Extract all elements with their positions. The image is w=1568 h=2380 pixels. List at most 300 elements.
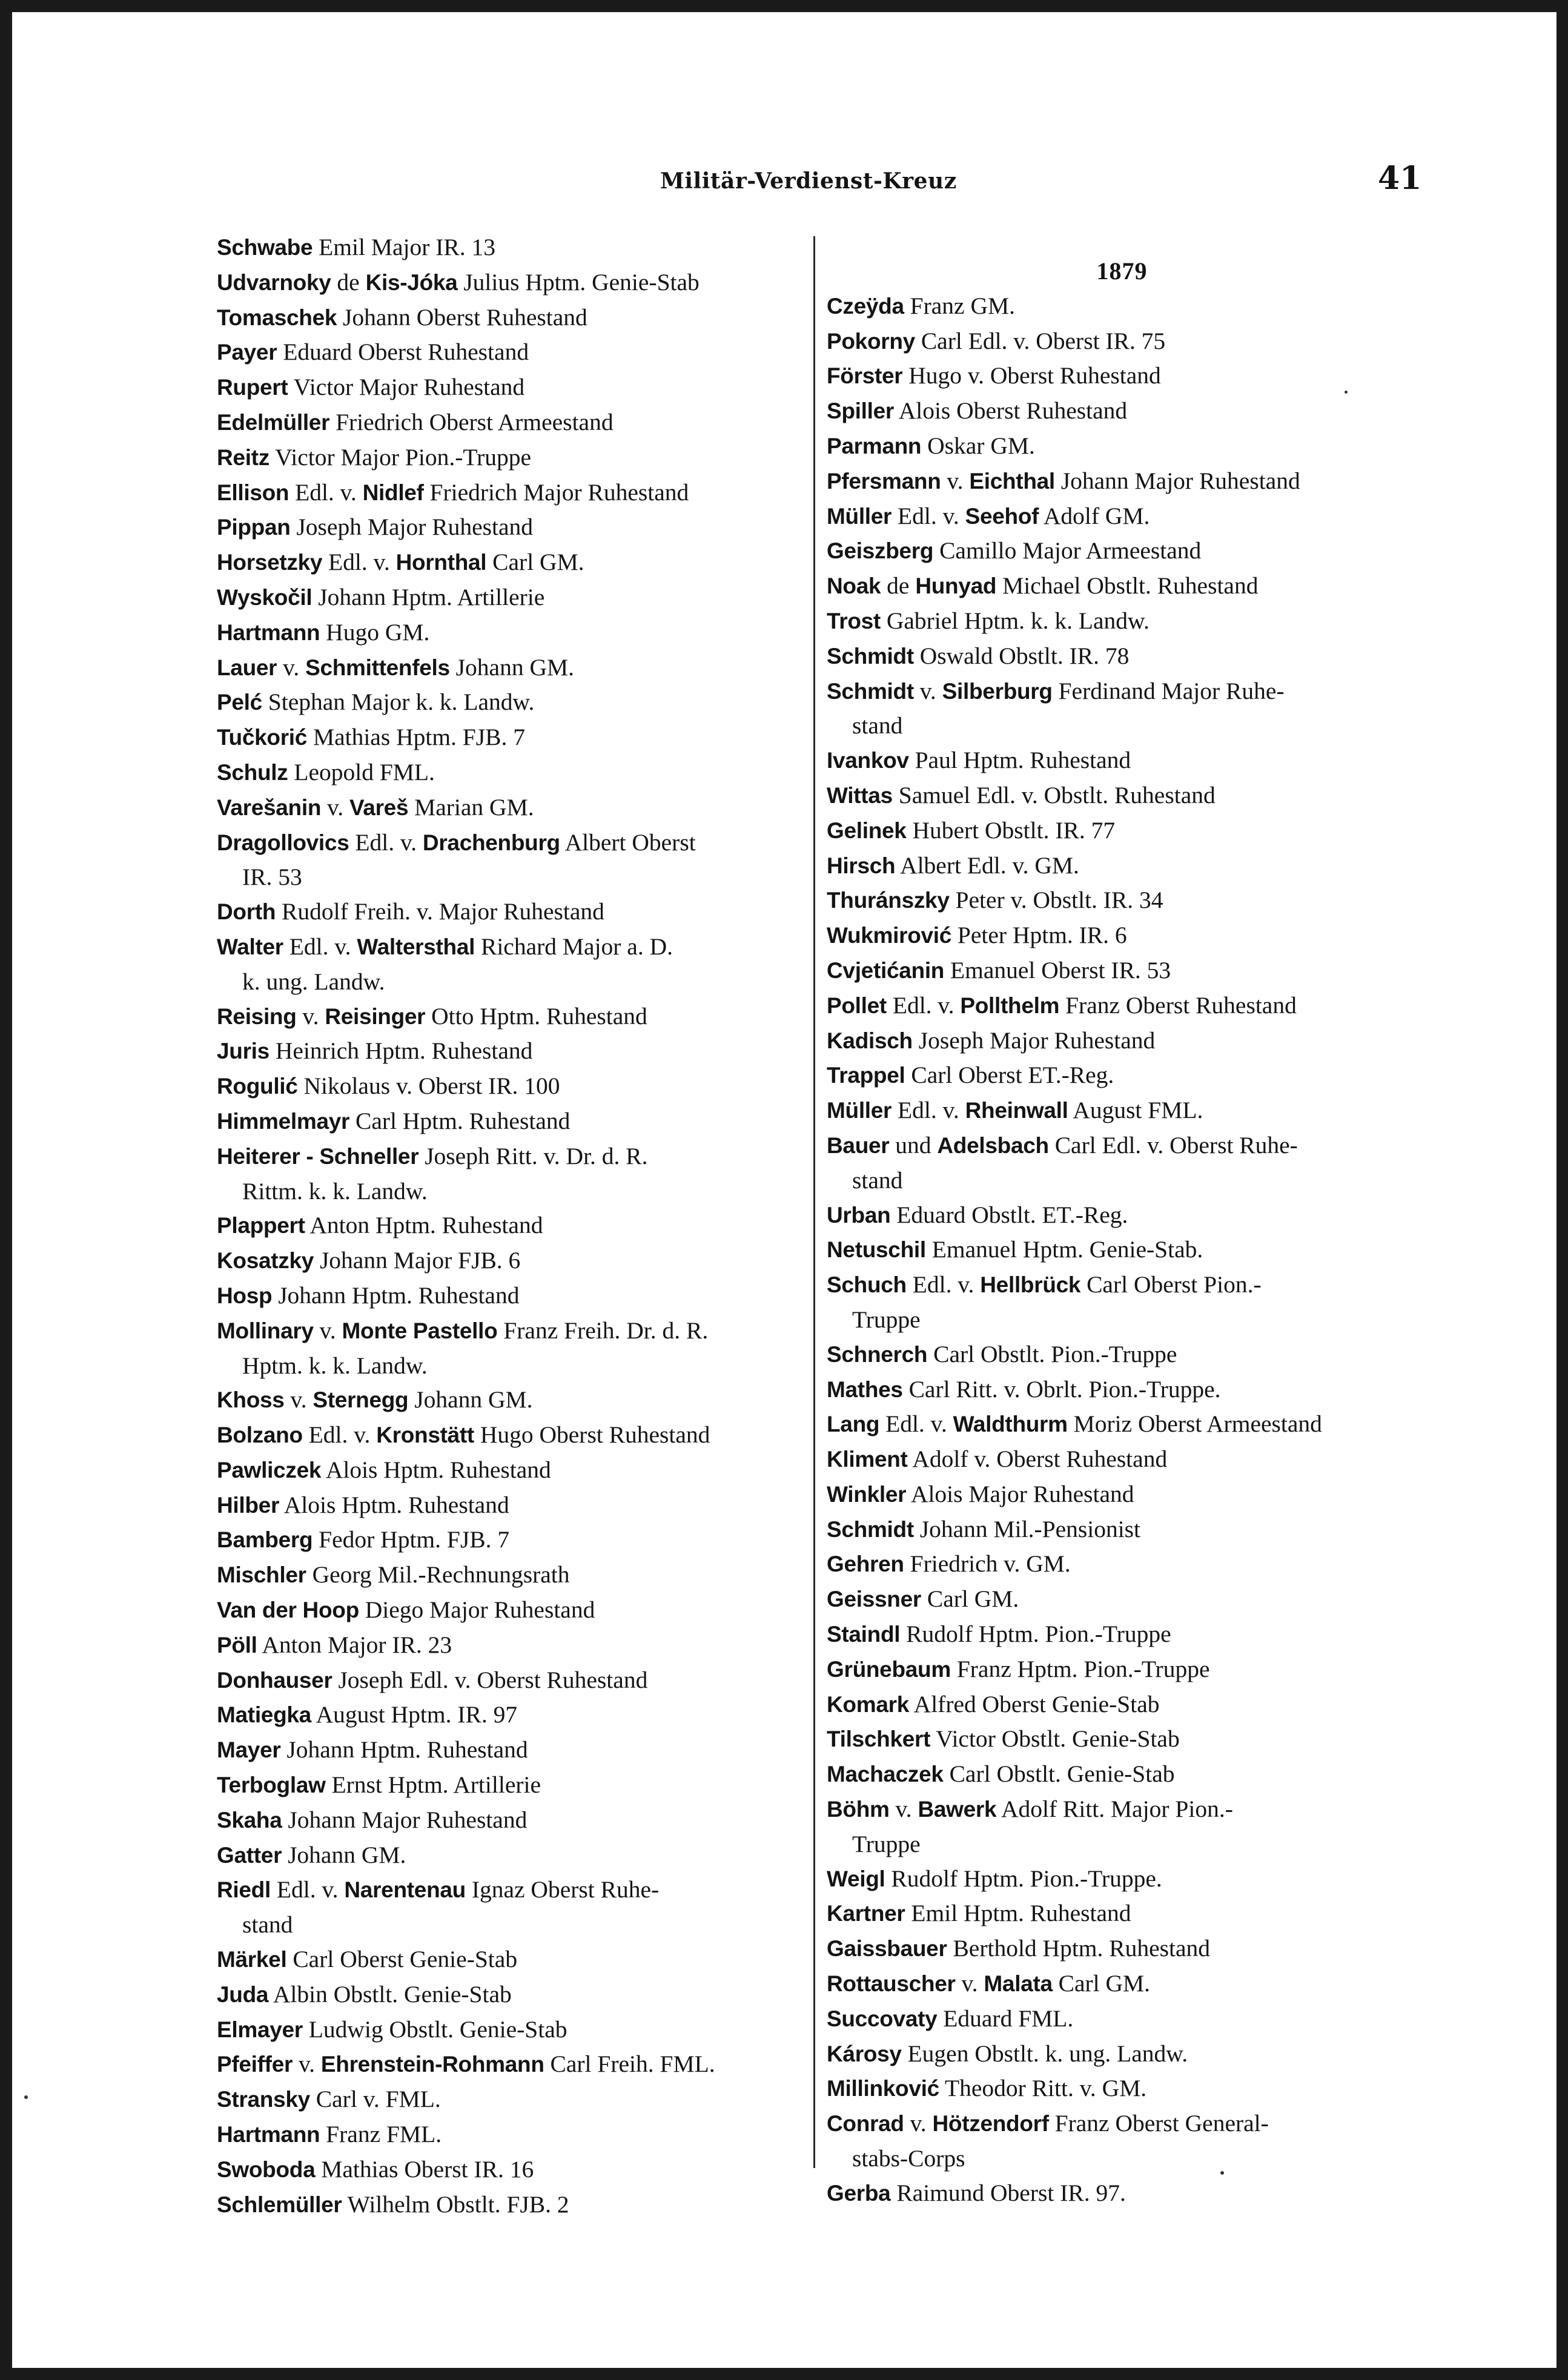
entry-detail: Eduard FML. xyxy=(937,2005,1074,2032)
entry-name: Schlemüller xyxy=(217,2192,342,2217)
entry-name: Pöll xyxy=(217,1632,257,1658)
roster-entry xyxy=(217,1418,807,1453)
entry-name: Seehof xyxy=(965,503,1039,529)
entry-detail: Johann Hptm. Ruhestand xyxy=(272,1281,520,1309)
entry-detail: Adolf v. Oberst Ruhestand xyxy=(907,1446,1168,1473)
entry-detail: Edl. v. xyxy=(283,933,357,960)
roster-entry xyxy=(827,1372,1417,1407)
roster-entry xyxy=(217,1942,807,1977)
entry-name: Geissner xyxy=(827,1587,921,1612)
entry-detail: Johann Mil.-Pensionist xyxy=(913,1515,1141,1542)
roster-entry xyxy=(217,930,807,999)
entry-detail: Otto Hptm. Ruhestand xyxy=(425,1002,647,1030)
roster-entry xyxy=(827,2037,1417,2072)
roster-entry xyxy=(827,324,1417,359)
roster-entry xyxy=(827,1966,1417,2002)
entry-detail: v. xyxy=(941,467,970,494)
entry-name: Hartmann xyxy=(217,2122,320,2147)
roster-entry xyxy=(217,2117,807,2152)
entry-detail: Edl. v. xyxy=(322,549,396,576)
entry-name: Ehrenstein-Rohmann xyxy=(320,2052,544,2077)
entry-name: Ellison xyxy=(217,480,289,505)
entry-name: Spiller xyxy=(827,398,894,424)
roster-entry xyxy=(827,1687,1417,1722)
entry-detail: Oskar GM. xyxy=(921,432,1035,459)
entry-detail: v. xyxy=(913,677,942,704)
entry-detail: Eduard Obstlt. ET.-Reg. xyxy=(890,1201,1128,1228)
roster-entry xyxy=(217,894,807,930)
entry-continuation: stand xyxy=(242,1911,293,1939)
roster-entry xyxy=(827,1896,1417,1931)
entry-name: Schnerch xyxy=(827,1341,928,1367)
entry-name: Rottauscher xyxy=(827,1971,956,1997)
entry-detail: Peter Hptm. IR. 6 xyxy=(951,922,1127,949)
entry-name: Pawliczek xyxy=(217,1457,322,1483)
entry-detail: Carl Edl. v. Oberst IR. 75 xyxy=(915,327,1166,354)
roster-entry xyxy=(217,1838,807,1873)
entry-detail: Alois Hptm. Ruhestand xyxy=(321,1456,551,1483)
entry-detail: Samuel Edl. v. Obstlt. Ruhestand xyxy=(892,781,1216,808)
entry-name: Millinković xyxy=(827,2076,939,2101)
entry-name: Komark xyxy=(827,1691,909,1717)
roster-entry xyxy=(217,1243,807,1278)
entry-name: Hirsch xyxy=(827,853,896,878)
entry-detail: Ignaz Oberst Ruhe- xyxy=(465,1876,660,1903)
entry-continuation: stand xyxy=(852,712,903,739)
entry-detail: Carl Edl. v. Oberst Ruhe- xyxy=(1048,1131,1298,1159)
entry-detail: Edl. v. xyxy=(302,1421,377,1449)
entry-name: Böhm xyxy=(827,1797,890,1822)
entry-name: Reisinger xyxy=(325,1003,426,1029)
entry-detail: v. xyxy=(284,1386,313,1413)
entry-name: Schmidt xyxy=(827,678,914,704)
roster-entry xyxy=(827,1617,1417,1652)
entry-detail: Fedor Hptm. FJB. 7 xyxy=(313,1526,510,1553)
entry-detail: Joseph Edl. v. Oberst Ruhestand xyxy=(332,1666,648,1693)
entry-name: Gehren xyxy=(827,1552,904,1577)
entry-detail: Hugo v. Oberst Ruhestand xyxy=(902,362,1161,389)
right-column xyxy=(827,254,1417,2211)
entry-name: Gelinek xyxy=(827,818,907,843)
entry-name: Schmidt xyxy=(827,1516,914,1542)
roster-entry xyxy=(217,545,807,580)
entry-detail: Alois Major Ruhestand xyxy=(906,1480,1134,1507)
entry-continuation: Rittm. k. k. Landw. xyxy=(242,1177,428,1205)
entry-name: Mollinary xyxy=(217,1318,314,1343)
entry-name: Gerba xyxy=(827,2180,891,2206)
roster-entry xyxy=(827,1582,1417,1617)
roster-entry xyxy=(827,1792,1417,1862)
entry-detail: Ferdinand Major Ruhe- xyxy=(1052,677,1285,704)
entry-detail: Richard Major a. D. xyxy=(475,933,673,960)
roster-entry xyxy=(217,1697,807,1733)
roster-entry xyxy=(827,289,1417,324)
entry-name: Juris xyxy=(217,1039,270,1064)
entry-name: Reising xyxy=(217,1003,297,1029)
roster-entry xyxy=(217,1034,807,1069)
entry-name: Skaha xyxy=(217,1807,282,1833)
entry-detail: Eugen Obstlt. k. ung. Landw. xyxy=(901,2040,1188,2067)
entry-name: Cvjetićanin xyxy=(827,957,945,983)
entry-name: Wukmirović xyxy=(827,923,952,948)
roster-entry xyxy=(217,2082,807,2117)
entry-detail: Carl Oberst ET.-Reg. xyxy=(905,1062,1114,1089)
entry-name: Urban xyxy=(827,1202,891,1228)
entry-detail: August FML. xyxy=(1068,1097,1203,1124)
roster-entry xyxy=(217,685,807,720)
entry-detail: Franz FML. xyxy=(320,2121,442,2148)
entry-detail: Moriz Oberst Armeestand xyxy=(1067,1410,1322,1438)
entry-continuation: stand xyxy=(852,1166,903,1194)
roster-entry xyxy=(217,405,807,440)
entry-detail: Mathias Oberst IR. 16 xyxy=(315,2155,534,2183)
entry-name: Netuschil xyxy=(827,1237,926,1263)
roster-entry xyxy=(217,825,807,895)
roster-entry xyxy=(827,953,1417,988)
entry-name: Adelsbach xyxy=(937,1132,1049,1158)
entry-name: Vareš xyxy=(349,795,409,820)
roster-entry xyxy=(217,755,807,790)
print-speck xyxy=(1220,2171,1224,2175)
entry-detail: Ludwig Obstlt. Genie-Stab xyxy=(302,2015,567,2043)
roster-entry xyxy=(827,2106,1417,2176)
entry-name: Malata xyxy=(984,1971,1053,1997)
entry-name: Dorth xyxy=(217,899,276,925)
roster-entry xyxy=(217,230,807,265)
roster-entry xyxy=(217,1733,807,1768)
entry-detail: Carl GM. xyxy=(921,1585,1019,1613)
entry-detail: Berthold Hptm. Ruhestand xyxy=(947,1935,1211,1962)
entry-name: Edelmüller xyxy=(217,409,330,435)
roster-entry xyxy=(827,429,1417,464)
entry-detail: Carl Hptm. Ruhestand xyxy=(349,1107,571,1134)
entry-name: Hunyad xyxy=(915,574,997,599)
roster-entry xyxy=(217,475,807,511)
entry-name: Schwabe xyxy=(217,235,313,260)
entry-detail: und xyxy=(889,1131,938,1159)
entry-detail: v. xyxy=(889,1796,918,1823)
entry-name: Rheinwall xyxy=(965,1098,1068,1123)
roster-entry xyxy=(827,1268,1417,1337)
entry-name: Bawerk xyxy=(918,1797,997,1822)
entry-detail: Friedrich Oberst Armeestand xyxy=(329,408,614,435)
entry-detail: Edl. v. xyxy=(349,828,423,856)
entry-name: Pokorny xyxy=(827,328,915,354)
entry-detail: Edl. v. xyxy=(879,1410,953,1438)
entry-detail: Rudolf Freih. v. Major Ruhestand xyxy=(276,898,604,925)
entry-name: Drachenburg xyxy=(422,830,560,855)
roster-entry xyxy=(217,2152,807,2187)
entry-name: Waltersthal xyxy=(357,934,475,959)
roster-entry xyxy=(827,604,1417,639)
entry-name: Van der Hoop xyxy=(217,1598,359,1623)
entry-name: Schmidt xyxy=(827,643,914,669)
entry-name: Bauer xyxy=(827,1132,890,1158)
entry-name: Pfeiffer xyxy=(217,2052,293,2077)
entry-name: Czeÿda xyxy=(827,293,904,319)
roster-entry xyxy=(827,2176,1417,2211)
page-number: 41 xyxy=(1378,160,1422,197)
roster-entry xyxy=(827,1128,1417,1198)
entry-name: Eichthal xyxy=(969,468,1055,494)
entry-detail: Peter v. Obstlt. IR. 34 xyxy=(949,887,1163,914)
entry-name: Kis-Jóka xyxy=(365,269,458,295)
entry-name: Elmayer xyxy=(217,2017,303,2042)
entry-detail: v. xyxy=(955,1970,984,1997)
column-divider xyxy=(813,236,815,2168)
entry-detail: Eduard Oberst Ruhestand xyxy=(277,339,529,366)
entry-name: Károsy xyxy=(827,2041,902,2066)
entry-detail: Hugo Oberst Ruhestand xyxy=(474,1421,710,1449)
entry-name: Trappel xyxy=(827,1063,905,1088)
entry-name: Conrad xyxy=(827,2111,904,2137)
entry-name: Tilschkert xyxy=(827,1727,931,1752)
entry-name: Plappert xyxy=(217,1213,305,1238)
roster-entry xyxy=(827,394,1417,429)
roster-entry xyxy=(827,674,1417,744)
entry-detail: Joseph Major Ruhestand xyxy=(912,1026,1156,1054)
entry-detail: Edl. v. xyxy=(289,478,363,506)
roster-entry xyxy=(217,615,807,650)
entry-name: Khoss xyxy=(217,1387,285,1413)
roster-entry xyxy=(827,1722,1417,1757)
entry-detail: Carl Freih. FML. xyxy=(544,2051,715,2078)
entry-detail: Carl Ritt. v. Obrlt. Pion.-Truppe. xyxy=(902,1375,1221,1403)
entry-name: Mathes xyxy=(827,1377,903,1402)
roster-entry xyxy=(827,848,1417,884)
entry-name: Hilber xyxy=(217,1492,280,1518)
roster-entry xyxy=(827,1547,1417,1582)
entry-detail: de xyxy=(881,572,916,600)
roster-entry xyxy=(827,1652,1417,1687)
roster-entry xyxy=(217,1069,807,1104)
entry-name: Trost xyxy=(827,608,881,633)
roster-entry xyxy=(217,2187,807,2223)
entry-detail: v. xyxy=(313,1317,342,1344)
roster-entry xyxy=(827,2071,1417,2106)
roster-entry xyxy=(217,335,807,370)
entry-name: Mayer xyxy=(217,1737,281,1763)
entry-name: Nidlef xyxy=(362,480,424,505)
entry-name: Kliment xyxy=(827,1447,908,1472)
entry-name: Pfersmann xyxy=(827,468,941,494)
entry-name: Kronstätt xyxy=(376,1423,474,1448)
roster-entry xyxy=(827,1512,1417,1547)
entry-detail: Stephan Major k. k. Landw. xyxy=(262,689,535,716)
roster-entry xyxy=(217,1522,807,1558)
entry-name: Mischler xyxy=(217,1562,306,1588)
entry-name: Dragollovics xyxy=(217,830,349,855)
entry-name: Rupert xyxy=(217,375,288,400)
entry-detail: Carl Obstlt. Pion.-Truppe xyxy=(927,1340,1177,1367)
entry-detail: Gabriel Hptm. k. k. Landw. xyxy=(880,607,1150,634)
roster-entry xyxy=(827,1023,1417,1059)
roster-entry xyxy=(217,1768,807,1803)
entry-detail: Friedrich v. GM. xyxy=(904,1550,1071,1578)
entry-name: Himmelmayr xyxy=(217,1108,350,1134)
entry-detail: Edl. v. xyxy=(270,1876,345,1903)
entry-detail: Emil Hptm. Ruhestand xyxy=(905,1900,1131,1927)
entry-detail: Anton Hptm. Ruhestand xyxy=(305,1212,543,1239)
entry-detail: Franz GM. xyxy=(904,292,1015,319)
entry-name: Pollthelm xyxy=(960,993,1060,1018)
roster-entry xyxy=(217,580,807,615)
roster-entry xyxy=(827,1477,1417,1512)
roster-entry xyxy=(217,1628,807,1663)
entry-name: Müller xyxy=(827,1098,892,1123)
entry-name: Juda xyxy=(217,1982,269,2007)
roster-entry xyxy=(827,988,1417,1023)
entry-detail: Marian GM. xyxy=(408,793,534,821)
entry-detail: Franz Oberst Ruhestand xyxy=(1059,991,1297,1019)
entry-detail: Adolf GM. xyxy=(1039,502,1150,529)
entry-detail: Wilhelm Obstlt. FJB. 2 xyxy=(342,2190,569,2218)
entry-continuation: Truppe xyxy=(852,1306,921,1333)
entry-name: Succovaty xyxy=(827,2006,938,2031)
roster-entry xyxy=(827,883,1417,918)
roster-entry xyxy=(827,743,1417,778)
roster-entry xyxy=(217,1314,807,1383)
entry-detail: Julius Hptm. Genie-Stab xyxy=(457,268,700,296)
right-column-entries xyxy=(827,289,1417,2211)
entry-detail: Franz Freih. Dr. d. R. xyxy=(497,1317,709,1344)
entry-name: Bolzano xyxy=(217,1423,303,1448)
entry-detail: Leopold FML. xyxy=(288,758,435,785)
roster-entry xyxy=(827,359,1417,394)
roster-entry xyxy=(827,1862,1417,1897)
entry-name: Reitz xyxy=(217,445,270,470)
entry-name: Terboglaw xyxy=(217,1773,326,1798)
entry-name: Winkler xyxy=(827,1481,907,1507)
roster-entry xyxy=(217,1139,807,1209)
roster-entry xyxy=(217,300,807,336)
entry-name: Staindl xyxy=(827,1622,901,1647)
entry-name: Ivankov xyxy=(827,748,909,773)
roster-entry xyxy=(827,1757,1417,1792)
entry-detail: Carl GM. xyxy=(486,549,584,576)
roster-entry xyxy=(827,569,1417,604)
entry-detail: Edl. v. xyxy=(906,1271,981,1298)
roster-entry xyxy=(827,1931,1417,1966)
entry-detail: Albert Edl. v. GM. xyxy=(895,851,1079,879)
roster-entry xyxy=(217,999,807,1034)
roster-entry xyxy=(217,510,807,545)
entry-continuation: IR. 53 xyxy=(242,864,302,891)
entry-name: Waldthurm xyxy=(953,1412,1068,1437)
roster-entry xyxy=(217,370,807,405)
roster-entry xyxy=(827,2002,1417,2037)
entry-detail: Rudolf Hptm. Pion.-Truppe xyxy=(900,1621,1171,1648)
roster-entry xyxy=(827,534,1417,569)
entry-name: Gatter xyxy=(217,1842,282,1868)
entry-name: Pollet xyxy=(827,993,887,1018)
entry-name: Narentenau xyxy=(344,1877,466,1903)
entry-name: Schuch xyxy=(827,1272,907,1298)
entry-name: Tučkorić xyxy=(217,725,308,750)
entry-name: Hellbrück xyxy=(980,1272,1081,1298)
entry-continuation: stabs-Corps xyxy=(852,2145,965,2172)
entry-name: Hornthal xyxy=(395,550,487,575)
entry-name: Silberburg xyxy=(942,678,1053,704)
entry-detail: Franz Hptm. Pion.-Truppe xyxy=(950,1655,1210,1682)
entry-detail: Johann Hptm. Ruhestand xyxy=(280,1736,528,1764)
roster-entry xyxy=(827,1093,1417,1128)
entry-detail: Victor Obstlt. Genie-Stab xyxy=(930,1725,1180,1753)
roster-entry xyxy=(827,1198,1417,1233)
entry-detail: Raimund Oberst IR. 97. xyxy=(890,2179,1126,2206)
entry-detail: Johann GM. xyxy=(282,1841,406,1868)
roster-entry xyxy=(217,440,807,475)
entry-detail: Michael Obstlt. Ruhestand xyxy=(996,572,1259,600)
entry-name: Hötzendorf xyxy=(932,2111,1049,2137)
entry-name: Müller xyxy=(827,503,892,529)
entry-detail: Alois Hptm. Ruhestand xyxy=(279,1491,509,1518)
roster-entry xyxy=(217,1278,807,1314)
entry-name: Udvarnoky xyxy=(217,269,331,295)
entry-detail: Camillo Major Armeestand xyxy=(933,537,1202,564)
entry-name: Varešanin xyxy=(217,795,322,820)
entry-name: Wyskočil xyxy=(217,584,313,610)
entry-detail: Johann Major Ruhestand xyxy=(1054,467,1300,494)
entry-name: Matiegka xyxy=(217,1702,311,1728)
entry-name: Schulz xyxy=(217,759,288,785)
roster-entry xyxy=(217,1593,807,1628)
entry-detail: v. xyxy=(277,653,306,681)
entry-detail: v. xyxy=(293,2051,321,2078)
roster-entry xyxy=(217,1873,807,1942)
entry-detail: Ernst Hptm. Artillerie xyxy=(325,1771,541,1799)
entry-detail: Mathias Hptm. FJB. 7 xyxy=(307,724,525,751)
entry-detail: Paul Hptm. Ruhestand xyxy=(908,747,1131,774)
entry-detail: Edl. v. xyxy=(886,991,961,1019)
entry-name: Stransky xyxy=(217,2087,310,2112)
entry-name: Walter xyxy=(217,934,283,959)
entry-detail: Joseph Ritt. v. Dr. d. R. xyxy=(418,1142,648,1169)
roster-entry xyxy=(217,1104,807,1139)
entry-name: Hartmann xyxy=(217,620,320,645)
entry-name: Grünebaum xyxy=(827,1656,951,1682)
entry-detail: Johann Major FJB. 6 xyxy=(314,1247,521,1274)
roster-entry xyxy=(827,464,1417,499)
entry-name: Wittas xyxy=(827,782,893,808)
entry-detail: Albin Obstlt. Genie-Stab xyxy=(268,1980,512,2008)
entry-name: Heiterer - Schneller xyxy=(217,1143,419,1169)
entry-name: Pippan xyxy=(217,515,291,540)
roster-entry xyxy=(827,813,1417,848)
roster-entry xyxy=(827,1442,1417,1477)
roster-entry xyxy=(217,1383,807,1418)
entry-detail: Johann Hptm. Artillerie xyxy=(312,583,545,610)
entry-name: Gaissbauer xyxy=(827,1936,947,1962)
entry-detail: Carl Obstlt. Genie-Stab xyxy=(943,1760,1175,1788)
entry-detail: Adolf Ritt. Major Pion.- xyxy=(996,1796,1233,1823)
roster-entry xyxy=(827,639,1417,674)
entry-detail: Hubert Obstlt. IR. 77 xyxy=(906,816,1116,844)
entry-detail: Anton Major IR. 23 xyxy=(257,1631,452,1658)
entry-detail: Carl Oberst Genie-Stab xyxy=(286,1946,518,1973)
entry-detail: Johann Oberst Ruhestand xyxy=(337,303,587,331)
entry-detail: Victor Major Ruhestand xyxy=(288,374,525,401)
roster-entry xyxy=(217,1558,807,1593)
roster-entry xyxy=(217,1977,807,2012)
entry-name: Swoboda xyxy=(217,2157,316,2182)
entry-detail: de xyxy=(331,268,366,296)
entry-detail: Rudolf Hptm. Pion.-Truppe. xyxy=(885,1865,1162,1892)
document-page xyxy=(12,12,1556,2368)
entry-detail: Carl v. FML. xyxy=(309,2086,441,2113)
entry-detail: Emanuel Oberst IR. 53 xyxy=(944,956,1171,983)
entry-detail: Johann GM. xyxy=(408,1386,533,1413)
